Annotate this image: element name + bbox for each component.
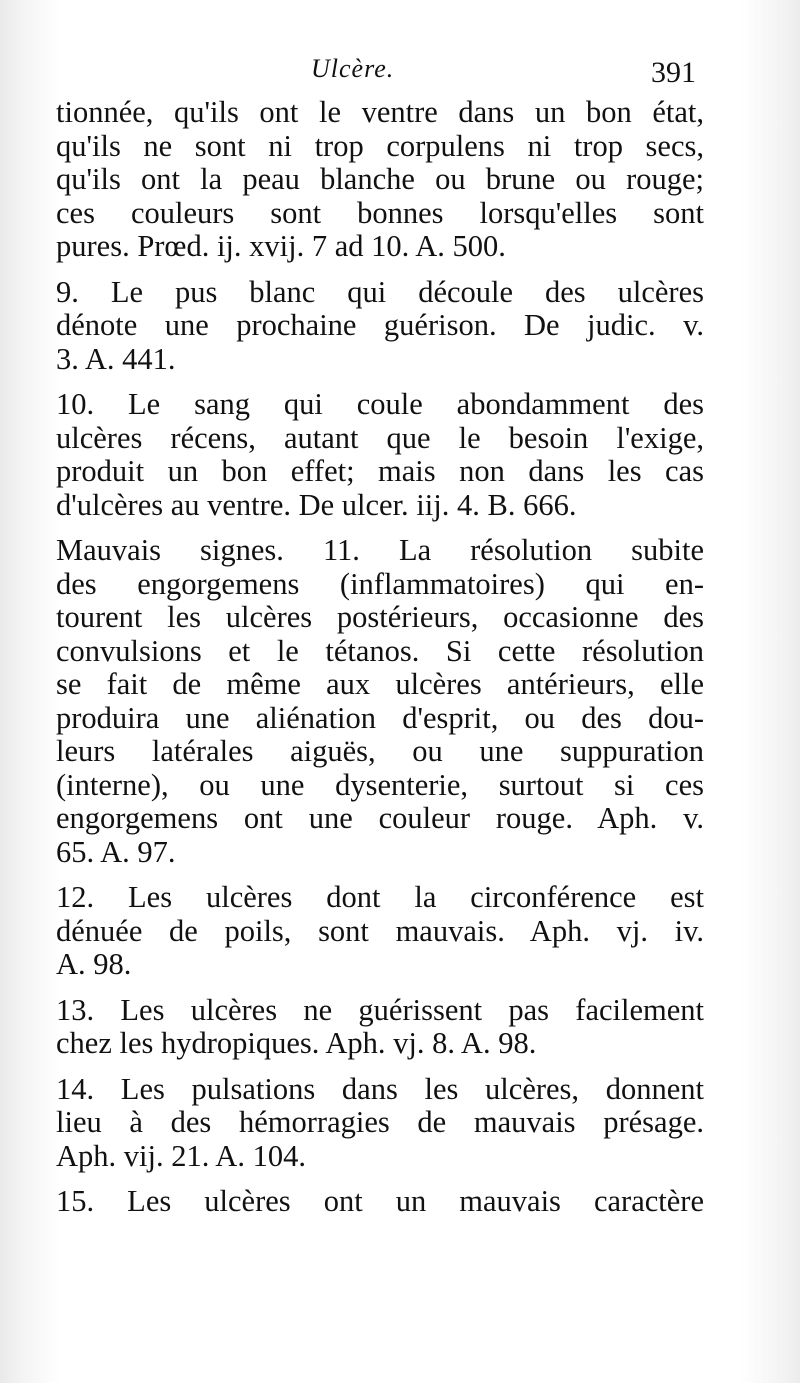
text-line: ulcères récens, autant que le besoin l'exige, [56, 420, 704, 455]
text-line: dénote une prochaine guérison. De judic. v. [56, 308, 704, 342]
text-line: produit un bon effet; mais non dans les cas [56, 454, 704, 488]
text-line: 12. Les ulcères dont la circonférence est [56, 880, 704, 914]
text-line: 10. Le sang qui coule abondamment des [56, 387, 704, 421]
text-line: 9. Le pus blanc qui découle des ulcères [56, 274, 704, 309]
text-line: (interne), ou une dysenterie, surtout si ces [56, 767, 704, 802]
text-line: tionnée, qu'ils ont le ventre dans un bon état, [56, 95, 704, 129]
text-line: Mauvais signes. 11. La résolution subite [56, 533, 704, 567]
text-line: qu'ils ne sont ni trop corpulens ni trop secs, [56, 128, 704, 163]
text-line: chez les hydropiques. Aph. vj. 8. A. 98. [56, 1026, 537, 1060]
text-line: qu'ils ont la peau blanche ou brune ou rouge; [56, 162, 704, 196]
text-line: d'ulcères au ventre. De ulcer. iij. 4. B. 666. [56, 487, 577, 522]
text-line: ces couleurs sont bonnes lorsqu'elles sont [56, 195, 704, 230]
text-line: 65. A. 97. [56, 834, 176, 869]
text-line: leurs latérales aiguës, ou une suppuration [56, 734, 704, 768]
text-line: convulsions et le tétanos. Si cette résolution [56, 633, 704, 668]
paragraph-continuation [56, 96, 704, 264]
text-line: engorgemens ont une couleur rouge. Aph. v. [56, 801, 704, 835]
text-line: 3. A. 441. [56, 341, 176, 376]
text-line: 14. Les pulsations dans les ulcères, donnent [56, 1071, 704, 1106]
paragraph-9 [56, 276, 704, 377]
text-line: pures. Prœd. ij. xvij. 7 ad 10. A. 500. [56, 229, 506, 263]
text-line: tourent les ulcères postérieurs, occasionne des [56, 600, 704, 634]
text-line: 15. Les ulcères ont un mauvais caractère [56, 1184, 704, 1218]
text-line: Aph. vij. 21. A. 104. [56, 1138, 306, 1173]
text-line: des engorgemens (inflammatoires) qui en- [56, 566, 704, 601]
text-line: dénuée de poils, sont mauvais. Aph. vj. iv. [56, 913, 704, 948]
page-header [56, 52, 704, 96]
text-line: 13. Les ulcères ne guérissent pas facilement [56, 992, 704, 1027]
page-number: 391 [651, 56, 696, 89]
paragraph-13 [56, 994, 704, 1061]
running-head: Ulcère. [311, 54, 395, 83]
text-line: lieu à des hémorragies de mauvais présage. [56, 1105, 704, 1139]
text-line: produira une aliénation d'esprit, ou des dou- [56, 700, 704, 735]
paragraph-14 [56, 1073, 704, 1174]
paragraph-15 [56, 1185, 704, 1219]
text-line: A. 98. [56, 947, 132, 981]
text-line: se fait de même aux ulcères antérieurs, elle [56, 667, 704, 701]
body-text [56, 96, 704, 1231]
paragraph-10 [56, 388, 704, 522]
paragraph-12 [56, 881, 704, 982]
paragraph-11 [56, 534, 704, 869]
